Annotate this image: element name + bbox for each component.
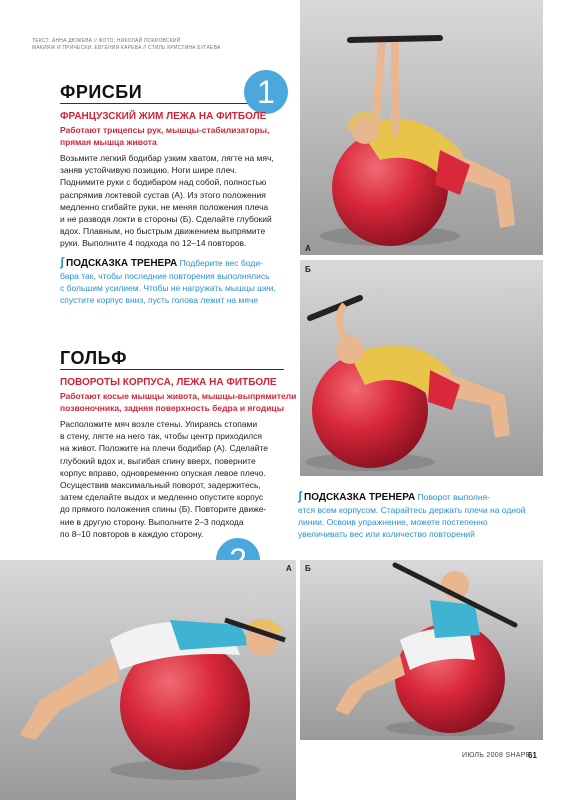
exercise-1-body <box>60 152 300 250</box>
exercise-1-muscles <box>60 124 300 148</box>
photo-exercise-1-b <box>300 260 543 476</box>
muscles-line: Работают трицепсы рук, мышцы-стабилизаторы, <box>60 125 270 135</box>
body-line: глубокий вдох и, выгибая спину вверх, поверните <box>60 455 256 466</box>
tip-line: с большим усилием. Чтобы не нагружать мышцы шеи, <box>60 283 276 293</box>
photo-label-2-a: А <box>286 564 292 573</box>
body-line: Поднимите руки с бодибаром над собой, полностью <box>60 177 267 188</box>
footer-issue: ИЮЛЬ 2008 SHAPE <box>462 752 531 759</box>
exercise-2-title: ПОВОРОТЫ КОРПУСА, ЛЕЖА НА ФИТБОЛЕ <box>60 377 277 388</box>
photo-exercise-1-a <box>300 0 543 255</box>
body-line: до прямого положения спины (Б). Повторите движе- <box>60 504 267 515</box>
tip-icon: ʃ <box>298 489 302 503</box>
section-1-title: ФРИСБИ <box>60 82 143 102</box>
photo-label-2-b: Б <box>305 564 311 573</box>
body-line: медленно сгибайте руки, не меняя положения плеча <box>60 201 269 212</box>
body-line: руки. Выполните 4 подхода по 12–14 повторов. <box>60 238 247 249</box>
tip-line: линии. Освоив упражнение, можете постепенно <box>298 517 488 527</box>
section-1-number-badge: 1 <box>244 70 288 114</box>
muscles-line: позвоночника, задняя поверхность бедра и ягодицы <box>60 403 284 413</box>
body-line: распрямив локтевой сустав (А). Из этого положения <box>60 189 266 200</box>
exercise-2-muscles <box>60 390 300 414</box>
body-line: заняв устойчивую позицию. Ноги шире плеч. <box>60 165 237 176</box>
tip-2 <box>298 490 548 540</box>
exercise-2-body <box>60 418 300 540</box>
section-1-rule <box>60 103 260 104</box>
body-line: Расположите мяч возле стены. Упираясь стопами <box>60 419 258 429</box>
body-line: и не разводя локти в стороны (Б). Сделайте глубокий <box>60 214 272 225</box>
body-line: ние в другую сторону. Выполните 2–3 подхода <box>60 516 244 527</box>
body-line: в стену, лягте на него так, чтобы центр приходился <box>60 431 262 442</box>
body-line: Возьмите легкий бодибар узким хватом, лягте на мяч, <box>60 153 274 163</box>
body-line: вдох. Плавным, но быстрым движением выпрямите <box>60 226 266 237</box>
credits-line-1: ТЕКСТ: АННА ДЮЖЕВА // ФОТО: НИКОЛАЙ ПОКРОВСКИЙ <box>32 38 181 44</box>
tip-line: Поворот выполня- <box>417 492 490 502</box>
photo-label-a: А <box>305 244 311 253</box>
tip-line: Подберите вес боди- <box>179 258 263 268</box>
tip-icon: ʃ <box>60 255 64 269</box>
photo-exercise-2-a <box>0 560 296 800</box>
tip-line: бара так, чтобы последние повторения выполнялись <box>60 271 270 281</box>
tip-line: спустите корпус вниз, пусть голова лежит на мяче <box>60 295 259 305</box>
tip-2-head: ПОДСКАЗКА ТРЕНЕРА <box>304 492 416 503</box>
body-line: Осуществив максимальный поворот, задержитесь, <box>60 480 261 491</box>
muscles-line: Работают косые мышцы живота, мышцы-выпрямители <box>60 391 297 401</box>
body-line: затем сделайте выдох и медленно опустите корпус <box>60 492 264 503</box>
photo-exercise-2-b <box>300 560 543 740</box>
muscles-line: прямая мышца живота <box>60 137 157 147</box>
section-2-rule <box>60 369 284 370</box>
section-2-title: ГОЛЬФ <box>60 348 127 368</box>
photo-label-b: Б <box>305 265 311 274</box>
page-number: 61 <box>528 751 537 760</box>
credits-line-2: МАКИЯЖ И ПРИЧЕСКИ: ЕВГЕНИЯ КАРЕВА // СТИЛЬ КРИСТИНА БУГАЕВА <box>32 45 221 51</box>
body-line: на живот. Положите на плечи бодибар (А). Сделайте <box>60 443 269 454</box>
exercise-1-title: ФРАНЦУЗСКИЙ ЖИМ ЛЕЖА НА ФИТБОЛЕ <box>60 111 267 122</box>
credits <box>32 38 292 52</box>
tip-line: увеличивать вес или количество повторений <box>298 529 475 539</box>
tip-line: ется всем корпусом. Старайтесь держать плечи на одной <box>298 505 526 515</box>
tip-1 <box>60 256 305 306</box>
body-line: по 8–10 повторов в каждую сторону. <box>60 528 204 539</box>
tip-1-head: ПОДСКАЗКА ТРЕНЕРА <box>66 258 178 269</box>
body-line: корпус вправо, одновременно опуская левое плечо. <box>60 467 266 478</box>
